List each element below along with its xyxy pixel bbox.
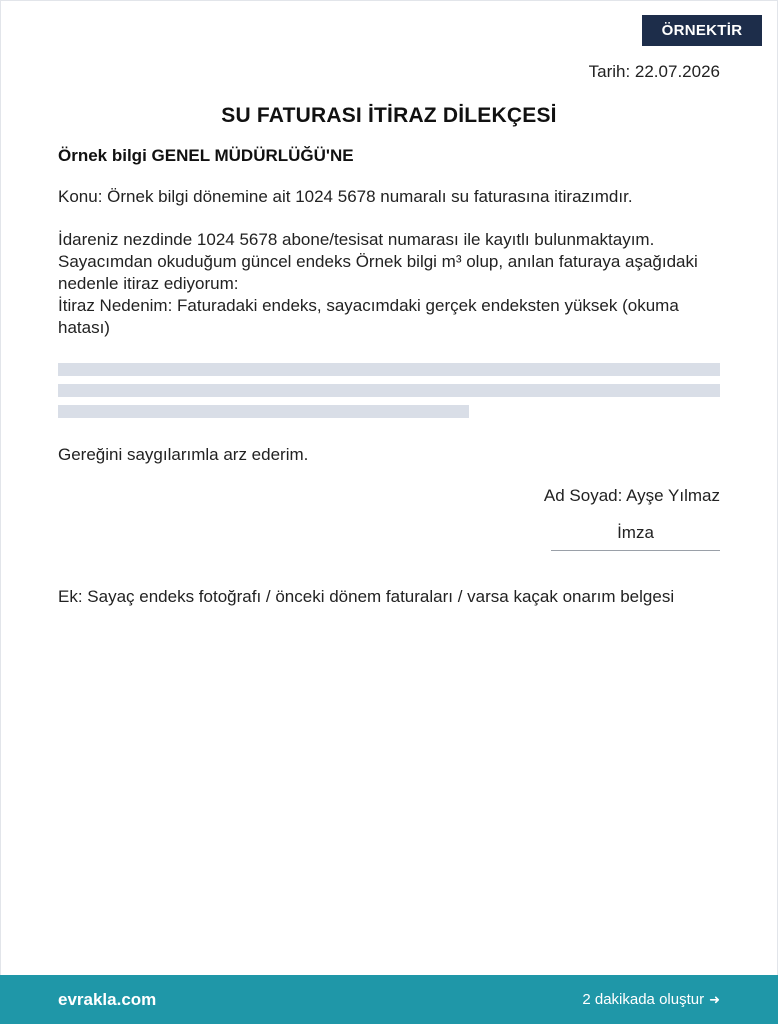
- date-line: Tarih: 22.07.2026: [588, 62, 720, 81]
- body-paragraph: İdareniz nezdinde 1024 5678 abone/tesisat numarası ile kayıtlı bulunmaktayım. Sayacımdan okuduğum güncel endeks Örnek bilgi m³ olup, anılan faturaya aşağıdaki nedenle itiraz ediyorum:: [58, 230, 698, 293]
- recipient-line: Örnek bilgi GENEL MÜDÜRLÜĞÜ'NE: [58, 146, 354, 165]
- subject-paragraph: Konu: Örnek bilgi dönemine ait 1024 5678 numaralı su faturasına itirazımdır.: [58, 187, 633, 206]
- signature-label: İmza: [617, 523, 654, 542]
- brand-link[interactable]: evrakla.com: [58, 990, 157, 1009]
- footer-bar: [0, 975, 778, 1024]
- redacted-line: [58, 363, 720, 376]
- signature-line: [551, 550, 720, 551]
- sample-badge: ÖRNEKTİR: [642, 15, 762, 46]
- signer-name: Ad Soyad: Ayşe Yılmaz: [543, 486, 720, 505]
- document-title: SU FATURASI İTİRAZ DİLEKÇESİ: [221, 104, 557, 127]
- reason-paragraph: İtiraz Nedenim: Faturadaki endeks, sayacımdaki gerçek endeksten yüksek (okuma hatası): [58, 296, 679, 337]
- attachments-paragraph: Ek: Sayaç endeks fotoğrafı / önceki dönem faturaları / varsa kaçak onarım belgesi: [58, 587, 675, 606]
- create-cta-button[interactable]: [582, 991, 720, 1008]
- closing-line: Gereğini saygılarımla arz ederim.: [58, 445, 309, 464]
- redacted-line: [58, 405, 469, 418]
- arrow-icon: ➜: [709, 991, 720, 1007]
- redacted-line: [58, 384, 720, 397]
- create-cta-label: 2 dakikada oluştur: [582, 991, 705, 1008]
